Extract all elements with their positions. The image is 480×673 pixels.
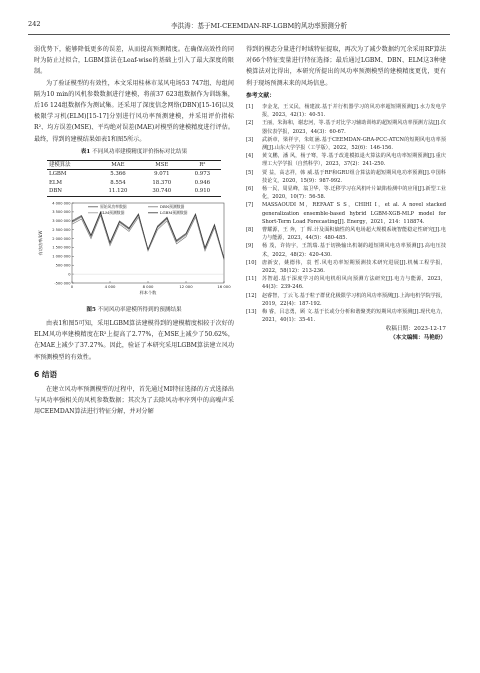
page-number: 242 [28, 20, 41, 28]
left-column [34, 44, 234, 418]
y-tick-label: 500 000 [55, 263, 71, 268]
reference-number: [1] [246, 104, 254, 111]
table-header-cell: 建模算法 [49, 161, 71, 168]
references-list [246, 103, 446, 324]
table-caption-number: 表1 [80, 148, 91, 155]
table-cell: 9.071 [154, 171, 170, 178]
received-date: 收稿日期：2023-12-17 [385, 325, 446, 332]
reference-number: [4] [246, 153, 254, 160]
reference-text: 杨 茂，许钧宇，王凯瑞.基于切换输出机制的超短期风电功率预测[J].高电压技术，2022，48(2)：420-430. [262, 243, 446, 258]
x-axis-label: 样本个数 [139, 289, 157, 295]
figure-caption-text: 不同风功率建模所得到的预测结果 [97, 307, 182, 314]
x-tick-label: 4 000 [104, 283, 116, 289]
table-header-cell: MSE [155, 161, 169, 168]
reference-number: [3] [246, 136, 254, 143]
figure-caption-number: 图5 [86, 307, 96, 314]
reference-text: 贾 益，高志祥，韩 威.基于RF和GRU组合算法的超短期风电功率预测[J].中国科技论文，2020，15(9)：987-992. [262, 169, 446, 184]
y-tick-label: 1 500 000 [52, 245, 71, 250]
reference-item [246, 226, 446, 242]
reference-text: 赵睿智，丁云飞.基于粒子群优化极限学习机的风功率预测[J].上海电机学院学报，2019，22(4)：187-192. [262, 292, 446, 307]
reference-text: 曹耀源，王 奔，丁 辉.计及面积熵性的风电场超大规模系统智能稳定性研究[J].电力与能源，2023，44(5)：480-485. [262, 227, 446, 242]
y-tick-label: 2 500 000 [52, 227, 71, 232]
reference-number: [8] [246, 227, 254, 234]
reference-number: [7] [246, 202, 254, 209]
reference-number: [9] [246, 243, 254, 250]
y-tick-label: -500 000 [54, 281, 71, 286]
reference-number: [12] [246, 292, 257, 299]
table-caption [34, 148, 234, 157]
y-tick-label: 2 000 000 [52, 236, 71, 241]
table-cell: LGBM [49, 171, 67, 178]
paragraph: 由表1和图5可知，采用LGBM算法建模得到的建模精度相较于次好的ELM风功率建模精度在R²上提高了2.77%，在MSE上减少了50.62%，在MAE上减少了37.27%。因此，验证了本研究采用LGBM算法建立风功率预测模型的有效性。 [34, 320, 234, 361]
reference-number: [11] [246, 276, 257, 283]
table-cell: 5.366 [110, 171, 126, 178]
right-column [246, 44, 446, 343]
reference-text: 王丽，朱海和，谢忠河，等.基于对比学习辅助训练的超短期风功率预测方法[J].仪器仪表学报，2023，44(3)：60-67. [262, 120, 446, 135]
table-cell: 0.910 [194, 188, 211, 195]
table-cell: 18.370 [152, 179, 172, 186]
reference-text: 武新章，梁祥宇，朱虹涵.基于CEEMDAN-GRA-PCC-ATCN的短期风电功率预测[J].山东大学学报（工学版），2022，52(6)：146-156. [262, 136, 446, 152]
legend-label: LGBM预测数据 [160, 209, 188, 215]
y-axis-label: 有功功率/kW [38, 230, 43, 256]
reference-item [246, 136, 446, 152]
reference-item [246, 152, 446, 168]
results-table [47, 160, 221, 197]
references-title: 参考文献： [246, 92, 275, 99]
reference-item [246, 201, 446, 226]
y-tick-label: 3 500 000 [52, 210, 71, 215]
figure-caption [34, 306, 234, 315]
section-title: 6 结语 [34, 369, 58, 379]
paragraph: 在建立风功率预测模型的过程中，首先通过MI特征选择的方式选择出与风功率强相关的风机参数数据；其次为了去除风功率序列中的高噪声采用CEEMDAN算法进行特征分解，并对分解 [34, 386, 234, 416]
plot-frame [72, 203, 224, 283]
y-tick-label: 4 000 000 [52, 201, 71, 206]
legend-label: DBN预测数据 [160, 203, 185, 209]
paragraph: 弱优势下，能够降低更多的误差，从而提高预测精度。在确保高效性的同时为防止过拟合，LGBM算法在Leaf-wise的基础上引入了最大深度的限制。 [34, 46, 234, 76]
reference-number: [13] [246, 309, 257, 316]
table-cell: 8.554 [110, 179, 126, 186]
reference-number: [10] [246, 259, 257, 266]
x-tick-label: 0 [70, 283, 74, 289]
reference-item [246, 119, 446, 135]
editor-name: （本文编辑：马艳纷） [390, 334, 446, 341]
table-row [47, 170, 221, 179]
reference-text: 李金龙，王义民，杨建波.基于并行机器学习的风功率超短期预测[J].水力发电学报，2023，42(1)：40-51. [262, 104, 446, 119]
table-cell: 0.973 [194, 171, 211, 178]
running-header [28, 20, 450, 35]
reference-item [246, 292, 446, 308]
table-header-cell: R² [199, 161, 206, 168]
reference-text: 杨一民，周显峰，翁卫华，等.迁移学习在风机叶片缺陷检测中的应用[J].新型工业化，2020，10(7)：56-58. [262, 186, 446, 201]
reference-text: 唐新安，姚德伟，袁 哲.风电功率短期预测技术研究进展[J].机械工程学报，2022，58(12)：213-236. [262, 259, 446, 275]
series-line [72, 215, 224, 260]
table-row [47, 179, 221, 188]
y-tick-label: 0 [68, 272, 71, 277]
y-tick-label: 1 000 000 [52, 254, 71, 259]
reference-text: 苏智超.基于深度学习的风电机组风向预测方法研究[J].电力与能源，2023，44(3)：239-246. [262, 276, 446, 291]
table-header-row [47, 160, 221, 170]
reference-item [246, 259, 446, 275]
x-tick-label: 16 000 [217, 283, 231, 289]
reference-text: 梅 睿，吕志勇，顾 文.基于长或分分析和谐聚类的短期风功率预测[J].现代电力，2021，40(1)：35-41. [262, 309, 446, 324]
table-cell: 11.120 [108, 188, 128, 195]
table-header-cell: MAE [111, 161, 125, 168]
reference-item [246, 308, 446, 324]
reference-item [246, 275, 446, 291]
reference-item [246, 185, 446, 201]
reference-number: [5] [246, 169, 254, 176]
paragraph: 为了验证模型的有效性，本文采用桂林市某风电场53 747组、每组间隔为10 min的风机参数数据进行建模，将前37 623组数据作为训练集，后16 124组数据作为测试集。还采用了深度信念网络(DBN)[15-16]以及极限学习机(ELM)[15-17]分别进行风功率预测建模，并采用评价指标R²、均方误差(MSE)、平均绝对误差(MAE)对模型的建模精度进行评估。最终，得到的建模结果如表1和图5所示。 [34, 79, 234, 143]
paragraph: 得到的模态分量进行时域特征提取，再次为了减少数据约冗余采用RF算法对66个特征变量进行特征选择；最后通过LGBM、DBN、ELM这3种建模算法对比得出，本研究所提出的风功率预测模型的建模精度更优，更有利于现场预测未来的风场信息。 [246, 46, 446, 87]
table-cell: ELM [49, 179, 63, 186]
series-line [72, 214, 224, 259]
table-cell: 30.740 [152, 188, 172, 195]
editor-note [246, 334, 446, 343]
x-tick-label: 12 000 [179, 283, 193, 289]
legend-label: 原始风功率数据 [100, 203, 127, 209]
table-cell: DBN [49, 188, 63, 195]
reference-item [246, 169, 446, 185]
y-tick-label: 3 000 000 [52, 218, 71, 223]
reference-text: MASSAOUDI M，REFAAT S S，CHIHI I，et al. A novel stacked generalization ensemble-based hybrid LGBM-XGB-MLP model for Short-Term Load Forecasting[J]. Energy，2021，214：118874. [262, 202, 446, 225]
reference-number: [6] [246, 186, 254, 193]
reference-text: 黄文鹏，潘 风，杨子骞，等.基于改进模拟退火算法的风电功率短期预测[J].重庆理工大学学报（自然科学），2023，37(2)：241-250. [262, 153, 446, 168]
legend-label: ELM预测数据 [100, 209, 125, 215]
x-tick-label: 8 000 [142, 283, 154, 289]
table-row [47, 187, 221, 196]
table-caption-text: 不同风功率建模精度评价指标对比结果 [92, 148, 188, 155]
reference-item [246, 103, 446, 119]
reference-number: [2] [246, 120, 254, 127]
table-cell: 0.946 [194, 179, 211, 186]
running-title: 李洪涛：基于MI-CEEMDAN-RF-LGBM的风功率预测分析 [170, 22, 348, 30]
prediction-chart [38, 199, 231, 299]
reference-item [246, 242, 446, 258]
